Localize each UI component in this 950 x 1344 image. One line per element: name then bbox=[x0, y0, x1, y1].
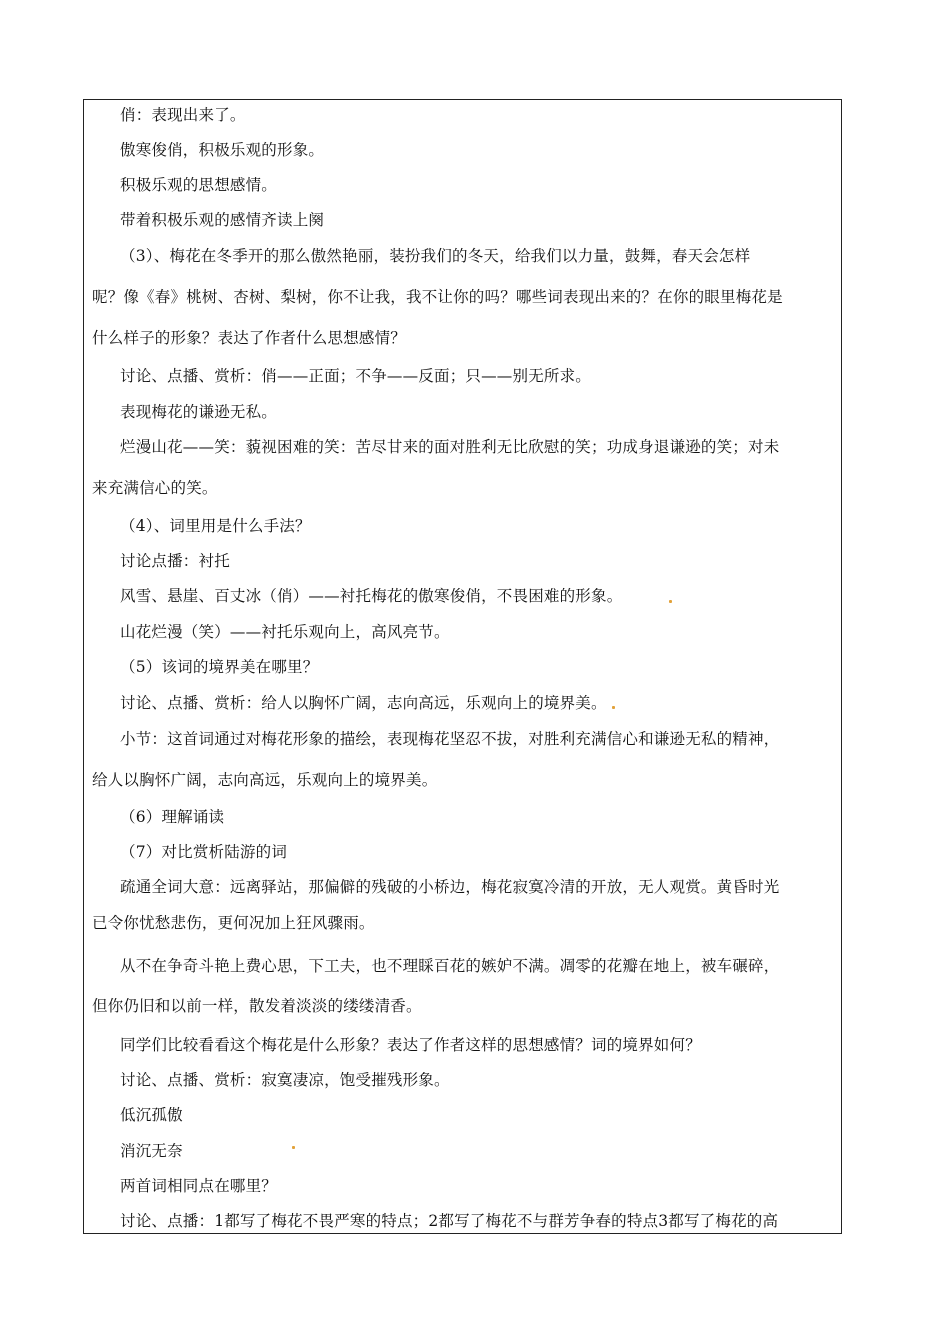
text-line: 风雪、悬崖、百丈冰（俏）——衬托梅花的傲寒俊俏，不畏困难的形象。 bbox=[120, 587, 623, 605]
text-line: 来充满信心的笑。 bbox=[92, 479, 218, 497]
stray-mark bbox=[669, 600, 672, 603]
text-line: 讨论、点播、赏析：俏——正面；不争——反面；只——别无所求。 bbox=[120, 367, 592, 385]
text-line: 给人以胸怀广阔，志向高远，乐观向上的境界美。 bbox=[92, 771, 438, 789]
text-line: 疏通全词大意：远离驿站，那偏僻的残破的小桥边，梅花寂寞冷清的开放，无人观赏。黄昏时光 bbox=[120, 878, 780, 896]
text-line: 但你仍旧和以前一样，散发着淡淡的缕缕清香。 bbox=[92, 997, 422, 1015]
text-line: 两首词相同点在哪里？ bbox=[120, 1177, 278, 1195]
text-line: 消沉无奈 bbox=[120, 1142, 183, 1160]
text-line: 带着积极乐观的感情齐读上阕 bbox=[120, 211, 325, 229]
text-line: 呢？像《春》桃树、杏树、梨树，你不让我，我不让你的吗？哪些词表现出来的？在你的眼里梅花是 bbox=[92, 288, 783, 306]
text-line: （4）、词里用是什么手法？ bbox=[120, 517, 311, 535]
text-line: （6）理解诵读 bbox=[120, 808, 225, 826]
text-line: 积极乐观的思想感情。 bbox=[120, 176, 278, 194]
text-line: 烂漫山花——笑：藐视困难的笑：苦尽甘来的面对胜利无比欣慰的笑；功成身退谦逊的笑；对未 bbox=[120, 438, 780, 456]
text-line: （5）该词的境界美在哪里？ bbox=[120, 658, 319, 676]
text-line: 小节：这首词通过对梅花形象的描绘，表现梅花坚忍不拔，对胜利充满信心和谦逊无私的精神， bbox=[120, 730, 780, 748]
content-frame bbox=[83, 99, 842, 1234]
text-line: 已令你忧愁悲伤，更何况加上狂风骤雨。 bbox=[92, 914, 375, 932]
text-line: 讨论、点播、赏析：给人以胸怀广阔，志向高远，乐观向上的境界美。 bbox=[120, 694, 607, 712]
text-line: 讨论、点播、赏析：寂寞凄凉，饱受摧残形象。 bbox=[120, 1071, 450, 1089]
text-line: 山花烂漫（笑）——衬托乐观向上，高风亮节。 bbox=[120, 623, 450, 641]
stray-mark bbox=[292, 1146, 295, 1149]
stray-mark bbox=[612, 706, 615, 709]
text-line: 傲寒俊俏，积极乐观的形象。 bbox=[120, 141, 325, 159]
text-line: 什么样子的形象？表达了作者什么思想感情？ bbox=[92, 329, 407, 347]
text-line: 讨论、点播：1都写了梅花不畏严寒的特点；2都写了梅花不与群芳争春的特点3都写了梅花的高 bbox=[120, 1212, 779, 1230]
text-line: 同学们比较看看这个梅花是什么形象？表达了作者这样的思想感情？词的境界如何？ bbox=[120, 1036, 701, 1054]
text-line: （7）对比赏析陆游的词 bbox=[120, 843, 288, 861]
text-line: 从不在争奇斗艳上费心思，下工夫，也不理睬百花的嫉妒不满。凋零的花瓣在地上，被车碾碎， bbox=[120, 957, 780, 975]
text-line: 表现梅花的谦逊无私。 bbox=[120, 403, 278, 421]
text-line: 低沉孤傲 bbox=[120, 1106, 183, 1124]
text-line: 俏：表现出来了。 bbox=[120, 106, 246, 124]
text-line: （3）、梅花在冬季开的那么傲然艳丽，装扮我们的冬天，给我们以力量，鼓舞，春天会怎样 bbox=[120, 247, 751, 265]
text-line: 讨论点播：衬托 bbox=[120, 552, 230, 570]
